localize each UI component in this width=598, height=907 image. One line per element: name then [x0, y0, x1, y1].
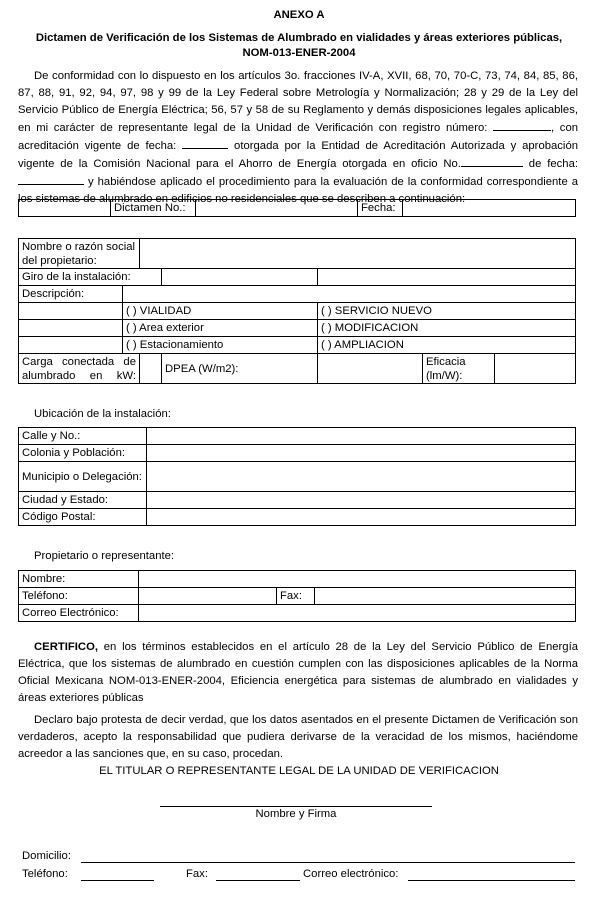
option-modificacion[interactable]: ( ) MODIFICACION	[318, 320, 576, 337]
rep-fax-label: Fax:	[277, 588, 315, 605]
annex-title: ANEXO A	[273, 9, 325, 21]
document-title-line2: NOM-013-ENER-2004	[242, 47, 356, 59]
dictamen-label: Dictamen No.:	[111, 200, 196, 217]
dictamen-value-cell[interactable]	[196, 200, 358, 217]
rep-telefono-value[interactable]	[139, 588, 277, 605]
owner-name-value[interactable]	[140, 239, 576, 269]
location-heading: Ubicación de la instalación:	[34, 408, 171, 420]
option-area-exterior[interactable]: ( ) Area exterior	[123, 320, 318, 337]
option-ampliacion[interactable]: ( ) AMPLIACION	[318, 337, 576, 354]
calle-label: Calle y No.:	[19, 428, 147, 445]
fax-label: Fax:	[186, 868, 208, 880]
descripcion-value[interactable]	[123, 286, 576, 303]
document-title-line1: Dictamen de Verificación de los Sistemas de Alumbrado en vialidades y áreas exteriores públicas,	[35, 32, 563, 44]
descripcion-label: Descripción:	[19, 286, 123, 303]
fecha-value-cell[interactable]	[403, 200, 576, 217]
option-servicio-nuevo[interactable]: ( ) SERVICIO NUEVO	[318, 303, 576, 320]
rep-fax-value[interactable]	[315, 588, 576, 605]
municipio-value[interactable]	[147, 462, 576, 492]
signature-label: Nombre y Firma	[255, 808, 337, 820]
signature-line[interactable]	[160, 806, 432, 807]
email-label: Correo electrónico:	[303, 868, 399, 880]
eficacia-label: Eficacia (lm/W):	[423, 354, 495, 384]
eficacia-value[interactable]	[495, 354, 576, 384]
calle-value[interactable]	[147, 428, 576, 445]
desc-blank-2	[19, 320, 123, 337]
municipio-label: Municipio o Delegación:	[19, 462, 147, 492]
declaration-paragraph: Declaro bajo protesta de decir verdad, que los datos asentados en el presente Dictamen de Verificación son verdaderos, acepto la responsabilidad que pudiera derivarse de la veracidad de los mismos, haciéndome acreedor a las sanciones que, en su caso, procedan.	[18, 714, 578, 760]
telefono-label: Teléfono:	[22, 868, 68, 880]
dpea-value[interactable]	[318, 354, 423, 384]
ciudad-label: Ciudad y Estado:	[19, 492, 147, 509]
intro-text-3: otorgada por la Entidad de Acreditación Autorizada y aprobación vigente de la Comisión Nacional para el Ahorro de Energía otorgada en oficio No.	[18, 140, 579, 170]
option-estacionamiento[interactable]: ( ) Estacionamiento	[123, 337, 318, 354]
owner-name-label: Nombre o razón social del propietario:	[19, 239, 140, 269]
titular-heading: EL TITULAR O REPRESENTANTE LEGAL DE LA UNIDAD DE VERIFICACION	[99, 765, 499, 777]
cp-value[interactable]	[147, 509, 576, 526]
dictamen-table	[18, 199, 576, 217]
intro-text-2: , con acreditación vigente de fecha:	[18, 122, 579, 152]
location-table	[18, 427, 576, 526]
ciudad-value[interactable]	[147, 492, 576, 509]
domicilio-label: Domicilio:	[22, 850, 71, 862]
owner-rep-table	[18, 570, 576, 622]
certify-paragraph	[18, 639, 578, 707]
fax-line[interactable]	[216, 880, 300, 881]
rep-telefono-label: Teléfono:	[19, 588, 139, 605]
colonia-label: Colonia y Población:	[19, 445, 147, 462]
rep-nombre-value[interactable]	[139, 571, 576, 588]
domicilio-line[interactable]	[81, 862, 575, 863]
certify-text: en los términos establecidos en el artículo 28 de la Ley del Servicio Público de Energía Eléctrica, que los sistemas de alumbrado en cuestión cumplen con las disposiciones aplicables de la Norma Oficial Mexicana NOM-013-ENER-2004, Eficiencia energética para sistemas de alumbrado en vialidades y áreas exteriores públicas	[18, 641, 578, 704]
giro-value-1[interactable]	[162, 269, 318, 286]
fecha-acreditacion-blank[interactable]	[182, 137, 228, 149]
cp-label: Código Postal:	[19, 509, 147, 526]
registro-blank[interactable]	[493, 119, 551, 131]
intro-text-5: y habiéndose aplicado el procedimiento para la evaluación de la conformidad correspondiente a los sistemas de alumbrado en edificios no residenciales que se describen a continuación:	[18, 176, 579, 205]
carga-value[interactable]	[140, 354, 162, 384]
email-line[interactable]	[408, 880, 575, 881]
certify-word: CERTIFICO,	[34, 641, 99, 653]
intro-text-4: de fecha:	[528, 158, 578, 170]
colonia-value[interactable]	[147, 445, 576, 462]
dpea-label: DPEA (W/m2):	[162, 354, 318, 384]
rep-nombre-label: Nombre:	[19, 571, 139, 588]
fecha-label: Fecha:	[358, 200, 403, 217]
dictamen-blank-cell[interactable]	[19, 200, 111, 217]
installation-table	[18, 238, 576, 384]
giro-value-2[interactable]	[318, 269, 576, 286]
fecha-oficio-blank[interactable]	[18, 173, 84, 185]
intro-text-1: De conformidad con lo dispuesto en los artículos 3o. fracciones IV-A, XVII, 68, 70, 70-C, 73, 74, 84, 85, 86, 87, 88, 91, 92, 94, 97, 98 y 99 de la Ley Federal sobre Metrología y Normalización; 28 y 29 de la Ley del Servicio Público de Energía Eléctrica; 56, 57 y 58 de su Reglamento y demás disposiciones legales aplicables, en mi carácter de representante legal de la Unidad de Verificación con registro número:	[18, 70, 578, 134]
carga-label: Carga conectada de alumbrado en kW:	[19, 354, 140, 384]
oficio-blank[interactable]	[461, 155, 523, 167]
desc-blank-3	[19, 337, 123, 354]
telefono-line[interactable]	[81, 880, 154, 881]
owner-rep-heading: Propietario o representante:	[34, 550, 175, 562]
giro-label: Giro de la instalación:	[19, 269, 162, 286]
desc-blank-1	[19, 303, 123, 320]
rep-email-label: Correo Electrónico:	[19, 605, 139, 622]
rep-email-value[interactable]	[139, 605, 576, 622]
intro-paragraph	[18, 68, 578, 208]
option-vialidad[interactable]: ( ) VIALIDAD	[123, 303, 318, 320]
